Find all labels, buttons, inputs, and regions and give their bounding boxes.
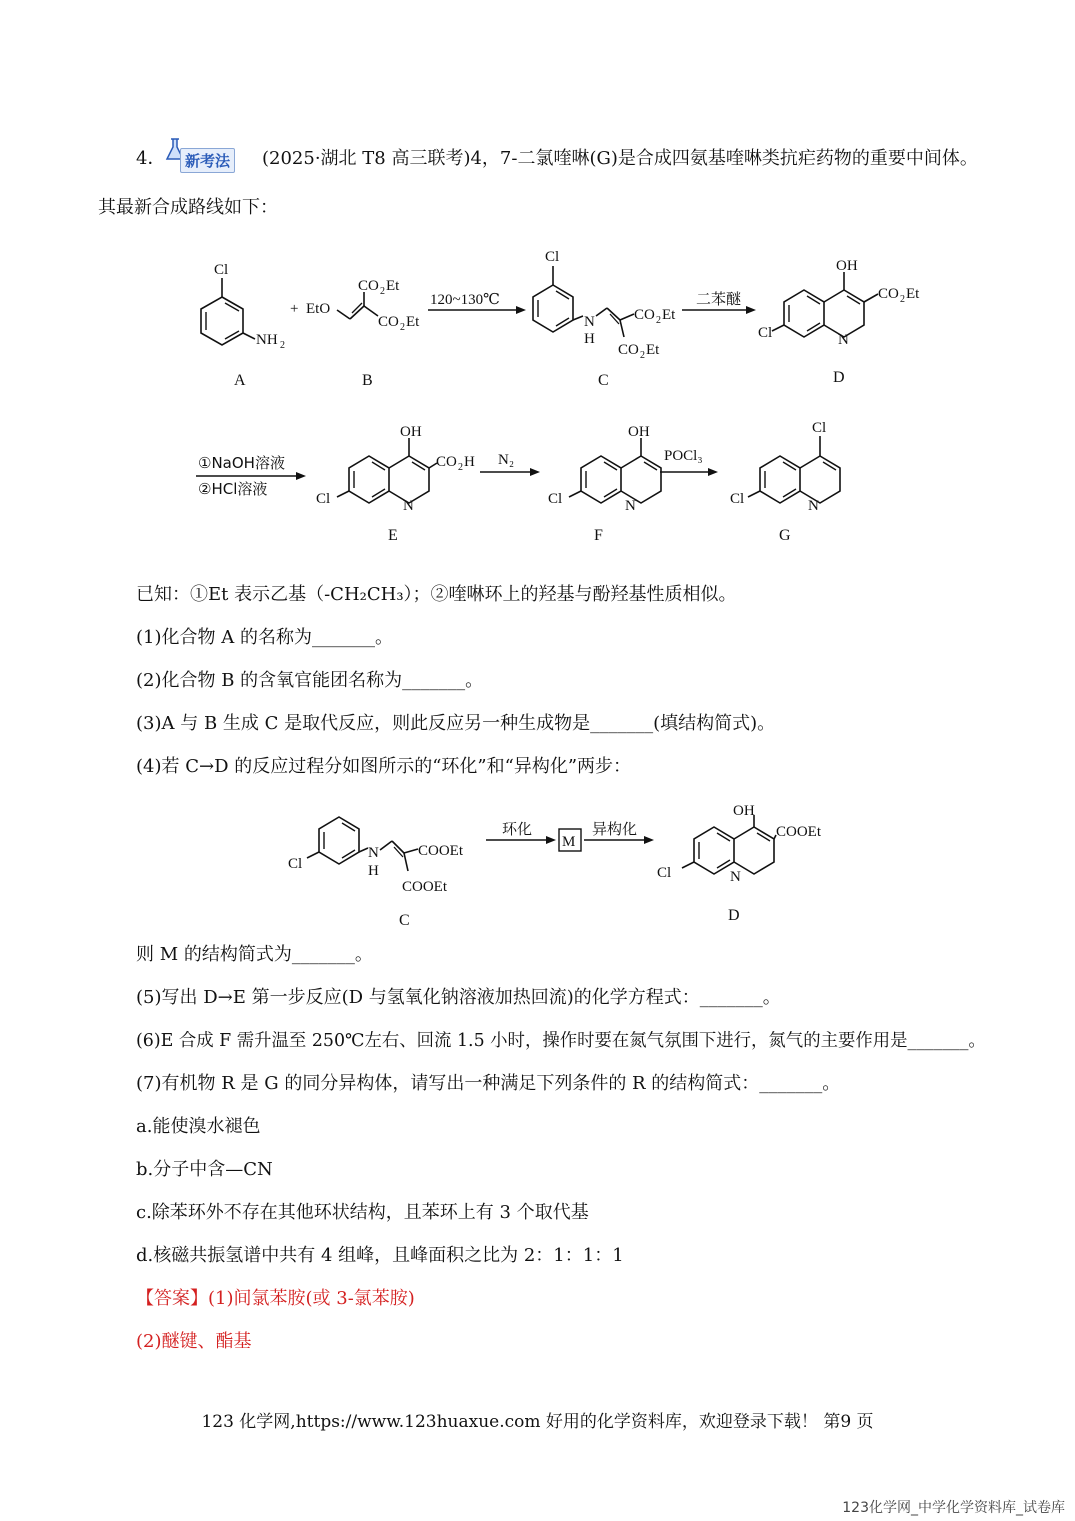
svg-text:2: 2 <box>280 340 285 351</box>
condition-c: c.除苯环外不存在其他环状结构，且苯环上有 3 个取代基 <box>136 1202 589 1223</box>
svg-text:Cl: Cl <box>730 491 745 507</box>
compound-c-small <box>288 817 464 895</box>
svg-text:COOEt: COOEt <box>776 824 821 840</box>
compound-d-small <box>657 803 822 885</box>
svg-text:2: 2 <box>400 322 405 333</box>
label-e: E <box>388 527 398 544</box>
label-a: A <box>234 372 246 389</box>
svg-text:Et: Et <box>386 278 400 294</box>
condition-a: a.能使溴水褪色 <box>136 1116 261 1137</box>
svg-text:H: H <box>464 454 475 470</box>
question-1: (1)化合物 A 的名称为_______。 <box>136 627 393 648</box>
svg-text:+: + <box>290 301 299 317</box>
svg-text:CO: CO <box>878 286 899 302</box>
scheme-row-2 <box>0 410 1075 550</box>
svg-text:COOEt: COOEt <box>402 879 447 895</box>
svg-text:CO: CO <box>436 454 457 470</box>
condition-ab: 120~130℃ <box>430 292 500 308</box>
condition-ef: N₂ <box>498 452 515 468</box>
svg-text:Cl: Cl <box>548 491 563 507</box>
svg-text:CO: CO <box>378 314 399 330</box>
svg-text:OH: OH <box>628 424 650 440</box>
svg-text:2: 2 <box>900 294 905 305</box>
svg-text:EtO: EtO <box>306 301 331 317</box>
scheme-cyclization <box>0 795 1075 935</box>
condition-cyclize: 环化 <box>502 820 533 838</box>
label-f: F <box>594 527 603 544</box>
svg-text:Cl: Cl <box>316 491 331 507</box>
svg-text:Cl: Cl <box>214 262 229 278</box>
svg-text:Et: Et <box>646 342 660 358</box>
compound-c-structure <box>533 249 676 361</box>
question-3: (3)A 与 B 生成 C 是取代反应，则此反应另一种生成物是_______(填结构简式)。 <box>136 713 776 734</box>
answer-2: (2)醚键、酯基 <box>136 1331 252 1352</box>
svg-text:N: N <box>808 498 819 514</box>
svg-text:N: N <box>838 332 849 348</box>
svg-text:N: N <box>584 314 595 330</box>
compound-a-structure <box>201 262 285 351</box>
condition-de-2: ②HCl溶液 <box>198 480 268 498</box>
svg-text:Cl: Cl <box>657 865 672 881</box>
svg-text:N: N <box>403 498 414 514</box>
condition-de-1: ①NaOH溶液 <box>198 454 285 472</box>
question-4: (4)若 C→D 的反应过程分如图所示的“环化”和“异构化”两步： <box>136 756 632 777</box>
compound-b-structure <box>306 278 420 333</box>
svg-text:Cl: Cl <box>812 420 827 436</box>
svg-text:Et: Et <box>662 307 676 323</box>
svg-text:Cl: Cl <box>758 325 773 341</box>
svg-text:Cl: Cl <box>545 249 560 265</box>
answer-label: 【答案】 <box>136 1288 208 1309</box>
svg-text:Et: Et <box>406 314 420 330</box>
label-g: G <box>779 527 791 544</box>
question-5: (5)写出 D→E 第一步反应(D 与氢氧化钠溶液加热回流)的化学方程式：_______。 <box>136 987 781 1008</box>
compound-g-structure <box>730 420 840 514</box>
svg-text:COOEt: COOEt <box>418 843 463 859</box>
svg-text:H: H <box>584 331 595 347</box>
svg-text:N: N <box>368 845 379 861</box>
question-number: 4． <box>136 148 166 169</box>
answer-1 <box>136 1287 415 1311</box>
known-info: 已知：①Et 表示乙基（-CH₂CH₃）；②喹啉环上的羟基与酚羟基性质相似。 <box>136 584 737 605</box>
compound-d-structure <box>758 258 920 348</box>
question-7: (7)有机物 R 是 G 的同分异构体，请写出一种满足下列条件的 R 的结构简式：_______。 <box>136 1073 841 1094</box>
condition-d: d.核磁共振氢谱中共有 4 组峰，且峰面积之比为 2：1：1：1 <box>136 1245 624 1266</box>
compound-e-structure <box>316 424 475 514</box>
svg-text:OH: OH <box>400 424 422 440</box>
watermark: 123化学网_中学化学资料库_试卷库 <box>842 1500 1065 1516</box>
svg-text:Cl: Cl <box>288 856 303 872</box>
new-method-badge: 新考法 <box>180 148 235 173</box>
question-4b: 则 M 的结构简式为_______。 <box>136 944 373 965</box>
svg-text:CO: CO <box>634 307 655 323</box>
svg-text:OH: OH <box>836 258 858 274</box>
question-intro-2: 其最新合成路线如下： <box>98 197 278 218</box>
page-footer: 123 化学网,https://www.123huaxue.com 好用的化学资料库，欢迎登录下载！ 第9 页 <box>201 1412 874 1432</box>
question-2: (2)化合物 B 的含氧官能团名称为_______。 <box>136 670 484 691</box>
label-d-small: D <box>728 907 740 924</box>
svg-text:2: 2 <box>380 286 385 297</box>
condition-b: b.分子中含—CN <box>136 1159 273 1180</box>
svg-text:OH: OH <box>733 803 755 819</box>
label-c: C <box>598 372 609 389</box>
svg-text:2: 2 <box>656 315 661 326</box>
svg-text:H: H <box>368 863 379 879</box>
condition-isomerize: 异构化 <box>592 820 638 838</box>
condition-cd: 二苯醚 <box>696 290 742 308</box>
svg-text:CO: CO <box>358 278 379 294</box>
compound-f-structure <box>548 424 661 514</box>
question-6: (6)E 合成 F 需升温至 250℃左右、回流 1.5 小时，操作时要在氮气氛围下进行，氮气的主要作用是_______。 <box>136 1031 986 1051</box>
answer-1-text: (1)间氯苯胺(或 3-氯苯胺) <box>208 1288 415 1309</box>
svg-text:NH: NH <box>256 332 278 348</box>
scheme-row-1 <box>0 240 1075 400</box>
svg-text:Et: Et <box>906 286 920 302</box>
svg-text:N: N <box>730 869 741 885</box>
svg-text:N: N <box>625 498 636 514</box>
label-c-small: C <box>399 912 410 929</box>
label-b: B <box>362 372 373 389</box>
label-d: D <box>833 369 845 386</box>
label-m: M <box>562 834 576 850</box>
question-intro: (2025·湖北 T8 高三联考)4，7-二氯喹啉(G)是合成四氨基喹啉类抗疟药物的重要中间体。 <box>262 148 978 169</box>
svg-text:2: 2 <box>458 462 463 473</box>
svg-text:2: 2 <box>640 350 645 361</box>
svg-text:CO: CO <box>618 342 639 358</box>
condition-fg: POCl₃ <box>664 448 703 464</box>
